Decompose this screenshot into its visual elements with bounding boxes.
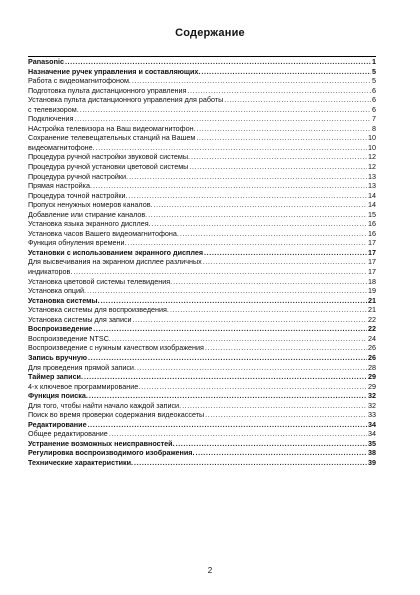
toc-dot-leader	[84, 372, 367, 382]
toc-entry-title: Процедура ручной настройки звуковой системы.	[28, 152, 191, 162]
toc-dot-leader	[137, 363, 367, 373]
toc-dot-leader	[88, 353, 367, 363]
toc-entry-page: 17	[368, 257, 376, 267]
toc-entry-title: Добавление или стирание каналов.	[28, 209, 148, 219]
toc-entry-page: 14	[368, 200, 376, 210]
toc-entry	[28, 219, 376, 229]
toc-dot-leader	[197, 124, 371, 134]
toc-entry	[28, 238, 376, 248]
toc-entry-title: Работа с видеомагнитофоном.	[28, 76, 131, 86]
toc-dot-leader	[170, 305, 367, 315]
toc-dot-leader	[180, 229, 367, 239]
toc-entry-page: 28	[368, 362, 376, 372]
toc-entry-page: 5	[372, 76, 376, 86]
toc-entry-page: 13	[368, 171, 376, 181]
toc-entry-title: Подключения	[28, 114, 74, 124]
toc-entry	[28, 210, 376, 220]
toc-entry	[28, 286, 376, 296]
toc-entry-page: 26	[368, 352, 376, 362]
toc-entry	[28, 448, 376, 458]
toc-entry	[28, 267, 376, 277]
toc-entry-title: Установка языка экранного дисплея.	[28, 219, 151, 229]
toc-dot-leader	[154, 200, 367, 210]
toc-entry-title: Panasonic	[28, 57, 64, 66]
toc-entry-page: 6	[372, 104, 376, 114]
toc-entry-page: 32	[368, 400, 376, 410]
toc-entry-page: 1	[372, 57, 376, 66]
toc-entry-title: видеомагнитофоне.	[28, 142, 95, 152]
toc-entry-title: Устранение возможных неисправностей.	[28, 438, 175, 448]
toc-dot-leader	[112, 334, 367, 344]
toc-entry-page: 6	[372, 85, 376, 95]
toc-entry-page: 10	[368, 142, 376, 152]
toc-entry-page: 18	[368, 276, 376, 286]
toc-dot-leader	[189, 162, 367, 172]
toc-entry	[28, 429, 376, 439]
toc-entry-title: Установка цветовой системы телевидения.	[28, 276, 173, 286]
toc-entry-title: Общее редактирование	[28, 429, 108, 439]
toc-dot-leader	[129, 191, 367, 201]
toc-entry-title: Установка опций.	[28, 286, 87, 296]
toc-entry	[28, 439, 376, 449]
toc-dot-leader	[134, 458, 367, 468]
toc-entry-page: 14	[368, 190, 376, 200]
toc-entry-title: Функция поиска.	[28, 391, 88, 401]
toc-entry-page: 17	[368, 267, 376, 277]
toc-entry-page: 6	[372, 95, 376, 105]
toc-entry-page: 16	[368, 228, 376, 238]
toc-entry-title: Технические характеристики.	[28, 457, 134, 467]
toc-entry-title: Процедура ручной установки цветовой системы	[28, 162, 189, 172]
toc-dot-leader	[73, 267, 367, 277]
table-of-contents	[28, 56, 376, 468]
toc-entry-title: Сохранение телевещательных станций на Вашем	[28, 133, 196, 143]
toc-entry-page: 7	[372, 114, 376, 124]
toc-entry	[28, 382, 376, 392]
toc-dot-leader	[196, 448, 368, 458]
toc-entry	[28, 420, 376, 430]
toc-entry	[28, 95, 376, 105]
toc-entry-page: 32	[368, 391, 376, 401]
toc-entry-title: Установка системы.	[28, 295, 100, 305]
toc-entry	[28, 391, 376, 401]
toc-entry-page: 34	[368, 429, 376, 439]
toc-entry	[28, 152, 376, 162]
toc-entry	[28, 458, 376, 468]
toc-entry-title: Установки с использованием экранного дисплея	[28, 247, 204, 257]
toc-entry-page: 15	[368, 209, 376, 219]
toc-entry	[28, 343, 376, 353]
toc-entry-page: 12	[368, 162, 376, 172]
toc-entry-page: 29	[368, 381, 376, 391]
toc-entry-page: 35	[368, 438, 376, 448]
toc-entry	[28, 86, 376, 96]
toc-dot-leader	[129, 172, 367, 182]
toc-entry-title: Поиск во время проверки содержания видеокассеты	[28, 410, 205, 420]
toc-entry	[28, 296, 376, 306]
toc-entry-page: 19	[368, 286, 376, 296]
toc-entry	[28, 334, 376, 344]
toc-entry-page: 33	[368, 410, 376, 420]
toc-entry-title: с телевизором.	[28, 104, 79, 114]
toc-dot-leader	[173, 277, 367, 287]
toc-entry-page: 5	[372, 66, 376, 76]
toc-entry	[28, 181, 376, 191]
toc-entry-page: 34	[368, 419, 376, 429]
toc-entry	[28, 67, 376, 77]
toc-entry	[28, 191, 376, 201]
toc-entry-page: 39	[368, 457, 376, 467]
toc-entry-title: Пропуск ненужных номеров каналов.	[28, 200, 153, 210]
toc-entry	[28, 401, 376, 411]
toc-entry	[28, 363, 376, 373]
toc-entry	[28, 324, 376, 334]
toc-entry	[28, 372, 376, 382]
toc-entry-page: 29	[368, 372, 376, 382]
toc-dot-leader	[89, 391, 367, 401]
toc-entry	[28, 114, 376, 124]
toc-entry	[28, 353, 376, 363]
toc-entry	[28, 257, 376, 267]
toc-dot-leader	[148, 210, 367, 220]
toc-entry-page: 26	[368, 343, 376, 353]
toc-entry	[28, 229, 376, 239]
toc-entry-page: 22	[368, 324, 376, 334]
toc-dot-leader	[205, 410, 367, 420]
toc-entry-title: Редактирование	[28, 419, 87, 429]
toc-entry-title: индикаторов.	[28, 267, 73, 277]
toc-entry-title: Процедура ручной настройки.	[28, 171, 128, 181]
toc-dot-leader	[205, 343, 367, 353]
toc-entry-title: Прямая настройка.	[28, 181, 92, 191]
toc-entry-title: 4-х ключевое программирование.	[28, 381, 141, 391]
toc-entry-title: Установка часов Вашего видеомагнитофона.	[28, 228, 179, 238]
toc-entry	[28, 105, 376, 115]
toc-entry	[28, 143, 376, 153]
toc-entry-page: 21	[368, 305, 376, 315]
toc-entry-title: Функция обнуления времени.	[28, 238, 127, 248]
toc-dot-leader	[182, 401, 367, 411]
toc-entry	[28, 305, 376, 315]
toc-dot-leader	[132, 76, 371, 86]
toc-entry-title: Воспроизведение NTSC.	[28, 333, 111, 343]
toc-entry-title: Процедура точной настройки.	[28, 190, 128, 200]
toc-entry-page: 21	[368, 295, 376, 305]
toc-dot-leader	[80, 105, 371, 115]
toc-entry-page: 12	[368, 152, 376, 162]
toc-entry-title: Для высвечивания на экранном дисплее различных	[28, 257, 202, 267]
toc-entry-page: 17	[368, 247, 376, 257]
toc-entry-title: Установка системы для воспроизведения.	[28, 305, 169, 315]
toc-dot-leader	[74, 114, 371, 124]
toc-dot-leader	[141, 382, 367, 392]
toc-entry-title: Для проведения прямой записи.	[28, 362, 136, 372]
toc-dot-leader	[187, 86, 371, 96]
toc-entry	[28, 315, 376, 325]
toc-dot-leader	[109, 429, 367, 439]
toc-entry-page: 8	[372, 123, 376, 133]
toc-dot-leader	[152, 219, 367, 229]
toc-entry	[28, 133, 376, 143]
toc-entry-page: 22	[368, 314, 376, 324]
toc-dot-leader	[203, 257, 367, 267]
toc-entry-title: НАстройка телевизора на Ваш видеомагнитофон.	[28, 123, 196, 133]
toc-dot-leader	[93, 181, 367, 191]
toc-dot-leader	[93, 324, 367, 334]
toc-dot-leader	[224, 95, 371, 105]
toc-entry-title: Воспроизведение	[28, 324, 93, 334]
toc-entry-title: Установка пульта дистанционного управления для работы	[28, 95, 224, 105]
toc-dot-leader	[96, 143, 367, 153]
toc-dot-leader	[191, 152, 367, 162]
toc-entry-title: Воспроизведение с нужным качеством изображения	[28, 343, 204, 353]
toc-dot-leader	[196, 133, 367, 143]
toc-entry	[28, 76, 376, 86]
toc-entry-title: Назначение ручек управления и составляющих.	[28, 66, 201, 76]
toc-entry	[28, 56, 376, 67]
toc-entry-title: Установка системы для записи	[28, 314, 132, 324]
toc-entry-title: Регулировка воспроизводимого изображения.	[28, 448, 195, 458]
toc-entry-page: 17	[368, 238, 376, 248]
toc-entry	[28, 410, 376, 420]
toc-entry-title: Запись вручную	[28, 352, 88, 362]
toc-dot-leader	[87, 286, 367, 296]
toc-entry	[28, 162, 376, 172]
toc-entry	[28, 172, 376, 182]
toc-dot-leader	[201, 67, 371, 77]
toc-dot-leader	[65, 57, 371, 67]
toc-dot-leader	[88, 420, 367, 430]
toc-dot-leader	[128, 238, 367, 248]
toc-entry-page: 24	[368, 333, 376, 343]
toc-entry-title: Таймер записи.	[28, 372, 83, 382]
toc-entry	[28, 200, 376, 210]
toc-dot-leader	[176, 439, 367, 449]
toc-dot-leader	[204, 248, 367, 258]
toc-entry-title: Для того, чтобы найти начало каждой записи.	[28, 400, 182, 410]
toc-entry-page: 16	[368, 219, 376, 229]
toc-entry-page: 38	[368, 448, 376, 458]
toc-entry	[28, 124, 376, 134]
toc-entry-page: 10	[368, 133, 376, 143]
toc-entry-title: Подготовка пульта дистанционного управления	[28, 85, 187, 95]
toc-dot-leader	[101, 296, 367, 306]
toc-dot-leader	[133, 315, 367, 325]
toc-entry-page: 13	[368, 181, 376, 191]
toc-entry	[28, 248, 376, 258]
toc-entry	[28, 277, 376, 287]
page-title: Содержание	[175, 27, 245, 39]
page-number: 2	[207, 566, 213, 575]
